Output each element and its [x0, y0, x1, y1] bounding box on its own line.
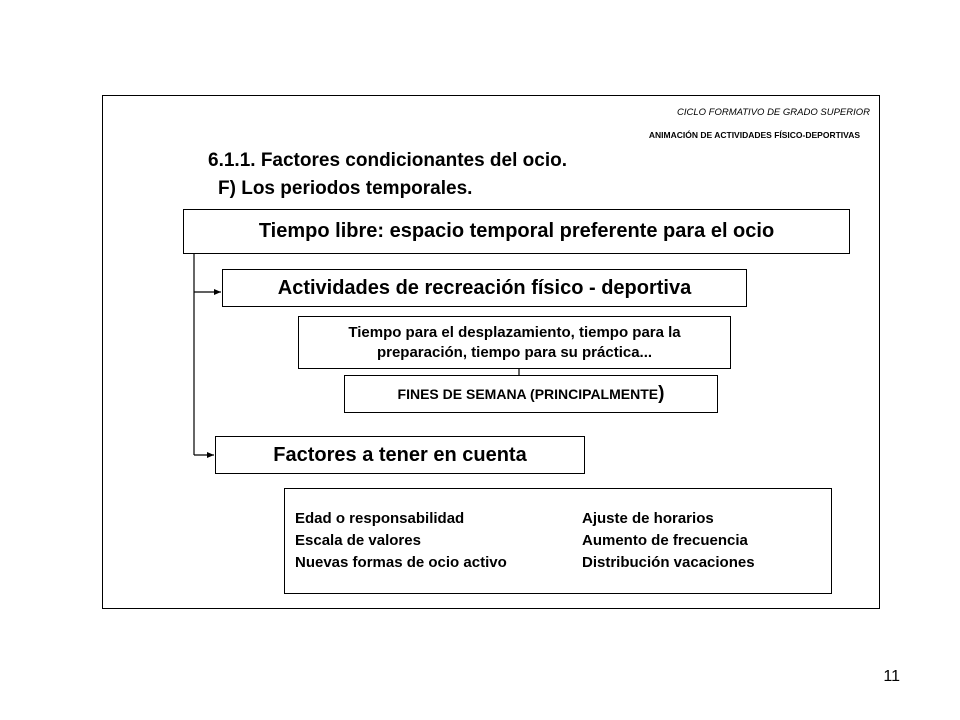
- free-time-box: Tiempo libre: espacio temporal preferente para el ocio: [183, 209, 850, 254]
- activities-box: Actividades de recreación físico - deportiva: [222, 269, 747, 307]
- subsection-title: F) Los periodos temporales.: [218, 178, 473, 199]
- weekends-box: [344, 375, 718, 413]
- weekends-paren: ): [658, 383, 665, 404]
- factor-effect-2: Aumento de frecuencia: [582, 532, 748, 549]
- module-header: ANIMACIÓN DE ACTIVIDADES FÍSICO-DEPORTIVAS: [648, 130, 860, 140]
- factor-cause-2: Escala de valores: [295, 532, 421, 549]
- time-line-1: Tiempo para el desplazamiento, tiempo para la: [348, 323, 681, 341]
- factor-effect-3: Distribución vacaciones: [582, 554, 755, 571]
- time-line-2: preparación, tiempo para su práctica...: [376, 343, 653, 361]
- factor-cause-3: Nuevas formas de ocio activo: [295, 554, 507, 571]
- page-number: 11: [883, 668, 900, 685]
- weekends-text: FINES DE SEMANA (PRINCIPALMENTE: [397, 386, 659, 402]
- factors-box: Factores a tener en cuenta: [215, 436, 585, 474]
- course-header: CICLO FORMATIVO DE GRADO SUPERIOR: [676, 107, 870, 118]
- factor-effect-1: Ajuste de horarios: [582, 510, 714, 527]
- factor-cause-1: Edad o responsabilidad: [295, 510, 465, 527]
- time-description-box: [298, 316, 731, 369]
- section-title: 6.1.1. Factores condicionantes del ocio.: [208, 150, 567, 171]
